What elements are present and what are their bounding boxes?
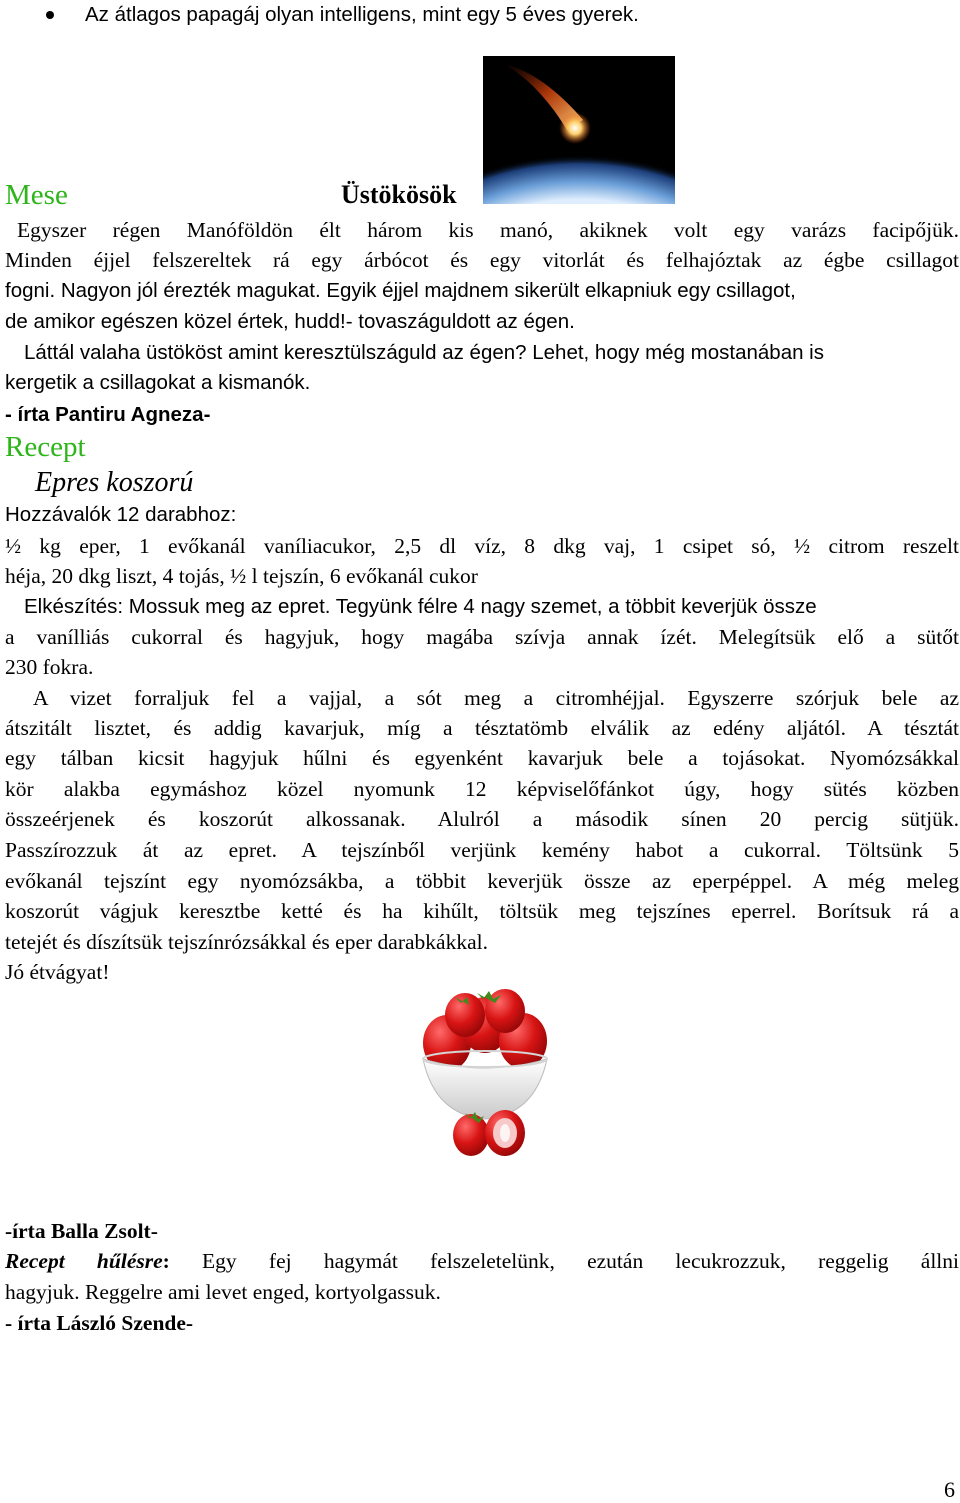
- preparation-line: Jó étvágyat!: [5, 960, 110, 984]
- recept-author: -írta Balla Zsolt-: [5, 1219, 158, 1243]
- preparation-line: evőkanál tejszínt egy nyomózsákba, a többit keverjük össze az eperpéppel. A még meleg: [5, 869, 959, 893]
- preparation-line: kör alakba egymáshoz közel nyomunk 12 képviselőfánkot úgy, hogy sütés közben: [5, 777, 959, 801]
- preparation-line: összeérjenek és koszorút alkossanak. Alulról a második sínen 20 percig sütjük.: [5, 807, 959, 831]
- mese-line: Minden éjjel felszereltek rá egy árbócot és egy vitorlát és felhajóztak az égbe csillagot: [5, 248, 959, 272]
- bullet-icon: [46, 11, 54, 19]
- ingredients-line: héja, 20 dkg liszt, 4 tojás, ½ l tejszín, 6 evőkanál cukor: [5, 564, 478, 588]
- recept-hulesre-line: hagyjuk. Reggelre ami levet enged, kortyolgassuk.: [5, 1280, 441, 1304]
- recept-hulesre-line: [5, 1246, 959, 1276]
- mese-line: kergetik a csillagokat a kismanók.: [5, 371, 311, 394]
- recept-hulesre-text: Egy fej hagymát felszeletelünk, ezután lecukrozzuk, reggelig állni: [169, 1249, 959, 1273]
- mese-title: Üstökösök: [341, 180, 457, 209]
- preparation-line: átszitált lisztet, és addig kavarjuk, míg a tésztatömb elválik az edény aljától. A tésztát: [5, 716, 959, 740]
- mese-heading-row: [5, 178, 959, 214]
- mese-line: Láttál valaha üstököst amint keresztülszáguld az égen? Lehet, hogy még mostanában is: [24, 341, 824, 364]
- preparation-line: egy tálban kicsit hagyjuk hűlni és egyenként kavarjuk bele a tojásokat. Nyomózsákkal: [5, 746, 959, 770]
- recept-section-label: Recept: [5, 431, 86, 463]
- bullet-text: Az átlagos papagáj olyan intelligens, mint egy 5 éves gyerek.: [85, 3, 639, 26]
- preparation-line: Passzírozzuk át az epret. A tejszínből verjünk kemény habot a cukorral. Töltsünk 5: [5, 838, 959, 862]
- recept-hulesre-author: - írta László Szende-: [5, 1311, 194, 1335]
- preparation-line: tetejét és díszítsük tejszínrózsákkal és eper darabkákkal.: [5, 930, 488, 954]
- mese-author: - írta Pantiru Agneza-: [5, 403, 211, 426]
- preparation-line: a vanílliás cukorral és hagyjuk, hogy magába szívja annak ízét. Melegítsük elő a sütőt: [5, 625, 959, 649]
- recept-hulesre-colon: :: [162, 1249, 170, 1273]
- ingredients-heading: Hozzávalók 12 darabhoz:: [5, 503, 237, 526]
- preparation-line: A vizet forraljuk fel a vajjal, a sót meg a citromhéjjal. Egyszerre szórjuk bele az: [33, 686, 959, 710]
- recept-hulesre-title: Recept hűlésre: [5, 1249, 163, 1273]
- ingredients-line: ½ kg eper, 1 evőkanál vaníliacukor, 2,5 dl víz, 8 dkg vaj, 1 csipet só, ½ citrom reszelt: [5, 534, 959, 558]
- page-number: 6: [944, 1477, 955, 1502]
- mese-line: Egyszer régen Manóföldön élt három kis manó, akiknek volt egy varázs facipőjük.: [17, 218, 959, 242]
- recept-title: Epres koszorú: [35, 467, 194, 498]
- mese-section-label: Mese: [5, 179, 68, 211]
- mese-line: de amikor egészen közel értek, hudd!- tovaszáguldott az égen.: [5, 310, 575, 333]
- strawberry-bowl-image: [385, 985, 585, 1160]
- mese-line: fogni. Nagyon jól érezték magukat. Egyik éjjel majdnem sikerült elkapniuk egy csillagot,: [5, 279, 796, 302]
- preparation-line: 230 fokra.: [5, 655, 94, 679]
- preparation-line: koszorút vágjuk keresztbe ketté és ha kihűlt, töltsük meg tejszínes eperrel. Borítsuk rá a: [5, 899, 959, 923]
- preparation-line: Elkészítés: Mossuk meg az epret. Tegyünk félre 4 nagy szemet, a többit keverjük össze: [24, 595, 817, 618]
